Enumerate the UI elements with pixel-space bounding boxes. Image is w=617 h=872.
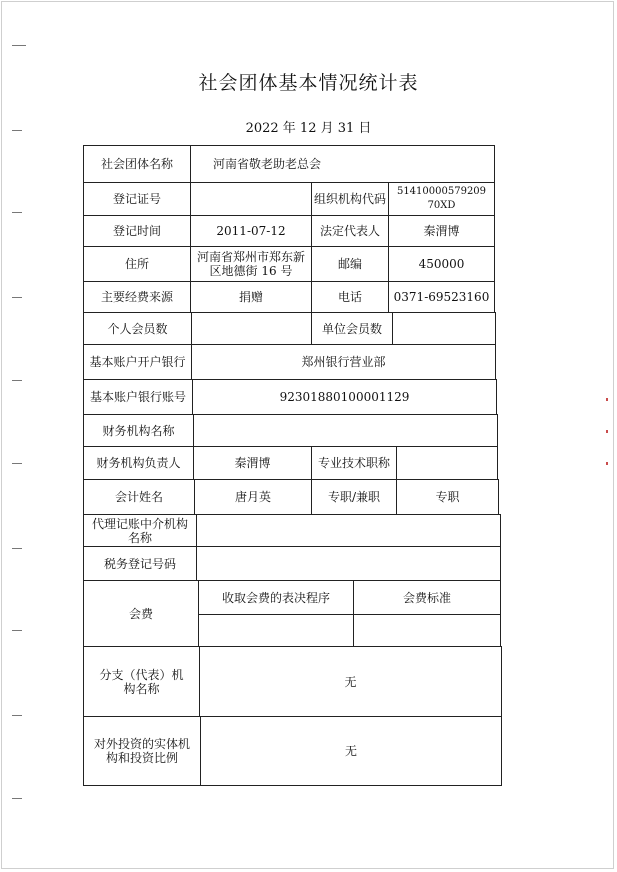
finance-org-label: 财务机构名称: [83, 414, 194, 447]
fulltime-value: 专职: [396, 479, 499, 515]
reg-time-value: 2011-07-12: [190, 215, 312, 247]
bank-value: 郑州银行营业部: [191, 344, 496, 380]
address-value: 河南省郑州市郑东新区地德街 16 号: [190, 246, 312, 282]
scan-dot: [606, 462, 608, 465]
finance-org-value: [193, 414, 498, 447]
fulltime-label: 专职/兼职: [311, 479, 397, 515]
title-label: 专业技术职称: [311, 446, 397, 480]
investment-label: 对外投资的实体机构和投资比例: [83, 716, 201, 786]
fee-label: 会费: [83, 580, 199, 647]
document-date: 2022 年 12 月 31 日: [245, 121, 372, 136]
fee-procedure-value: [198, 614, 354, 647]
org-code-value: 51410000579209 70XD: [388, 182, 495, 216]
bank-label: 基本账户开户银行: [83, 344, 192, 380]
postcode-label: 邮编: [311, 246, 389, 282]
scan-mark: [12, 630, 22, 631]
individual-members-label: 个人会员数: [83, 312, 192, 345]
funding-value: 捐赠: [190, 281, 312, 313]
agency-value: [196, 514, 501, 547]
branch-label: 分支（代表）机构名称: [83, 646, 200, 717]
finance-head-value: 秦渭博: [193, 446, 312, 480]
scan-mark: [12, 463, 22, 464]
phone-label: 电话: [311, 281, 389, 313]
accountant-label: 会计姓名: [83, 479, 195, 515]
individual-members-value: [191, 312, 312, 345]
postcode-value: 450000: [388, 246, 495, 282]
reg-time-label: 登记时间: [83, 215, 191, 247]
fee-standard-value: [353, 614, 501, 647]
org-name-label: 社会团体名称: [83, 145, 191, 183]
legal-rep-value: 秦渭博: [388, 215, 495, 247]
scan-dot: [606, 430, 608, 433]
account-label: 基本账户银行账号: [83, 379, 193, 415]
scan-mark: [12, 548, 22, 549]
scan-mark: [12, 715, 22, 716]
fee-standard-label: 会费标准: [353, 580, 501, 615]
scan-mark: [12, 297, 22, 298]
investment-value: 无: [200, 716, 502, 786]
address-label: 住所: [83, 246, 191, 282]
accountant-value: 唐月英: [194, 479, 312, 515]
unit-members-value: [392, 312, 496, 345]
stats-table: [83, 145, 502, 786]
scan-mark: [12, 212, 22, 213]
fee-procedure-label: 收取会费的表决程序: [198, 580, 354, 615]
scan-mark: [12, 45, 26, 46]
scan-mark: [12, 798, 22, 799]
finance-head-label: 财务机构负责人: [83, 446, 194, 480]
unit-members-label: 单位会员数: [311, 312, 393, 345]
title-value: [396, 446, 498, 480]
scan-mark: [12, 380, 22, 381]
branch-value: 无: [199, 646, 502, 717]
org-code-label: 组织机构代码: [311, 182, 389, 216]
document-title: 社会团体基本情况统计表: [198, 72, 419, 94]
scan-dot: [606, 398, 608, 401]
org-name-value: 河南省敬老助老总会: [190, 145, 495, 183]
tax-label: 税务登记号码: [83, 546, 197, 581]
reg-no-label: 登记证号: [83, 182, 191, 216]
reg-no-value: [190, 182, 312, 216]
tax-value: [196, 546, 501, 581]
funding-label: 主要经费来源: [83, 281, 191, 313]
phone-value: 0371-69523160: [388, 281, 495, 313]
account-value: 92301880100001129: [192, 379, 497, 415]
agency-label: 代理记账中介机构名称: [83, 514, 197, 547]
legal-rep-label: 法定代表人: [311, 215, 389, 247]
